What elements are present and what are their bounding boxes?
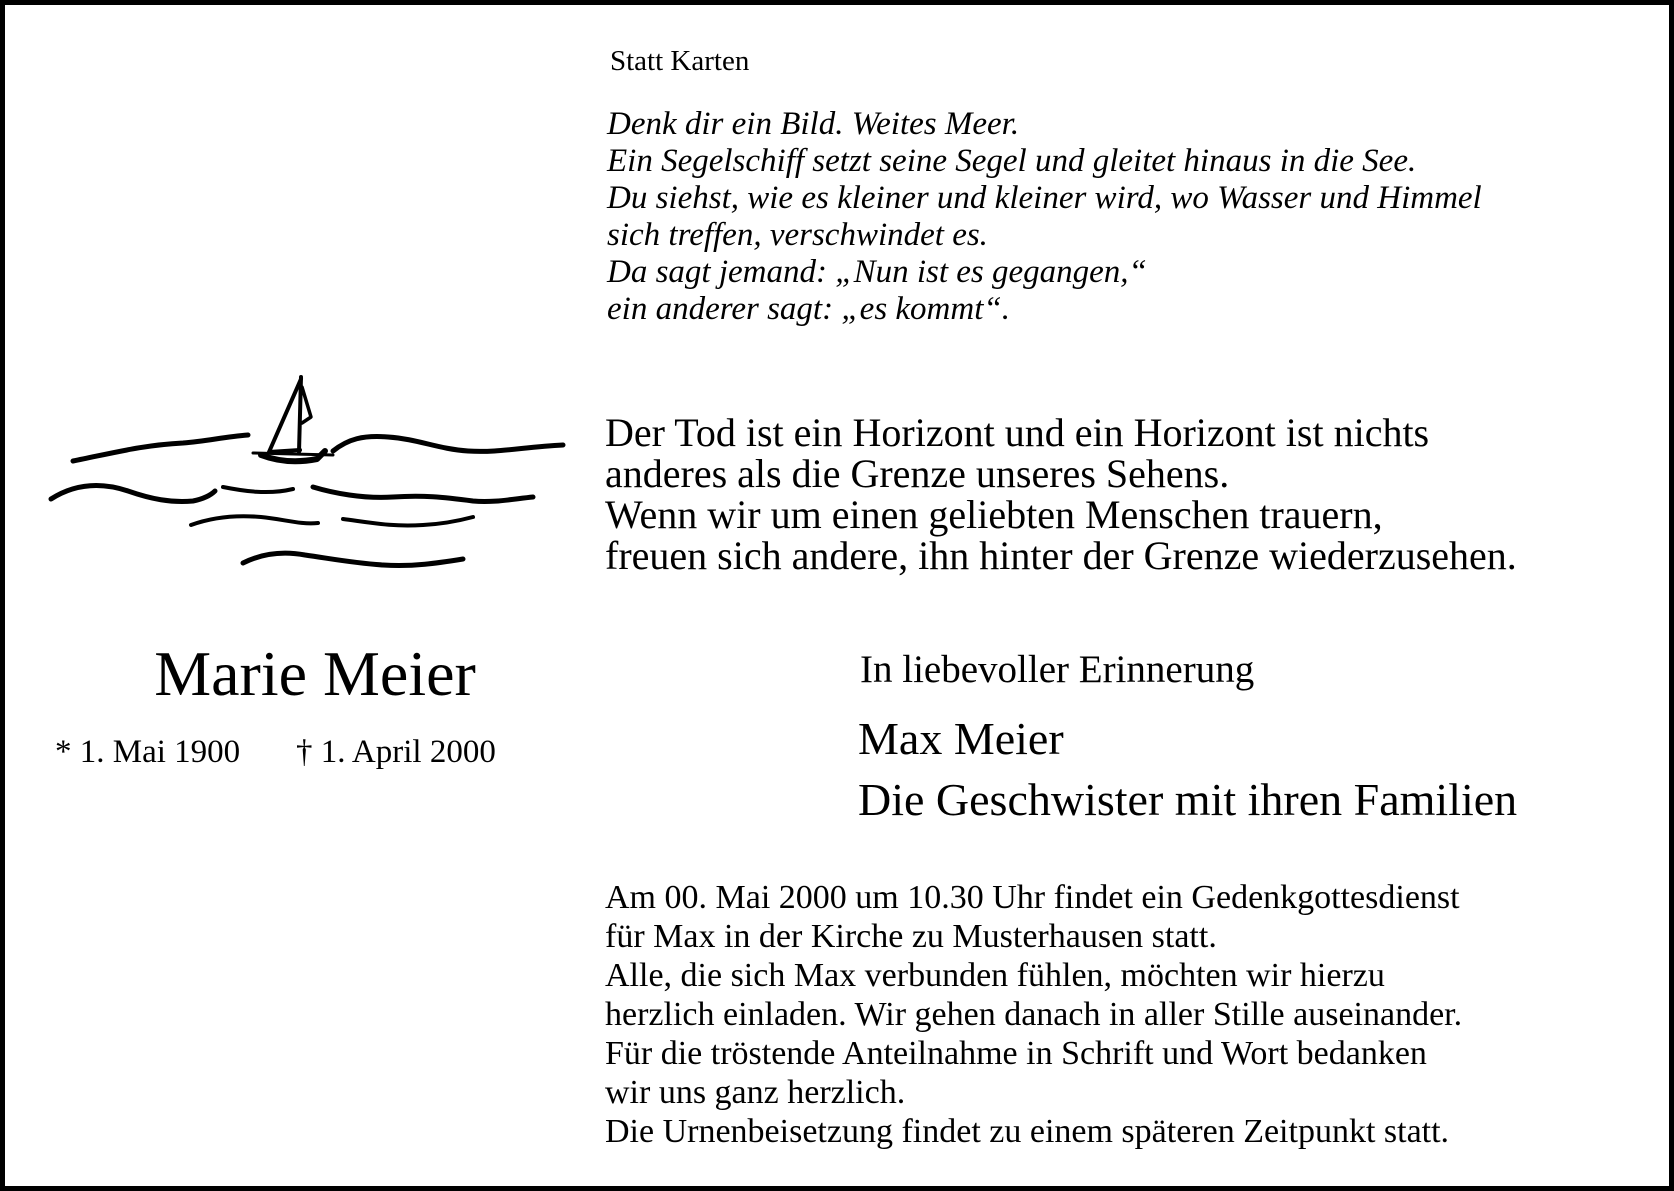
heading-statt-karten: Statt Karten (610, 45, 750, 77)
poem-line: Du siehst, wie es kleiner und kleiner wird, wo Wasser und Himmel (607, 180, 1482, 216)
info-line: Die Urnenbeisetzung findet zu einem späteren Zeitpunkt statt. (605, 1113, 1450, 1150)
info-line: für Max in der Kirche zu Musterhausen statt. (605, 918, 1217, 955)
memory-line: In liebevoller Erinnerung (860, 648, 1255, 691)
info-line: Am 00. Mai 2000 um 10.30 Uhr findet ein Gedenkgottesdienst (605, 879, 1460, 916)
quote-line: Der Tod ist ein Horizont und ein Horizont ist nichts (605, 410, 1430, 455)
poem-line: sich treffen, verschwindet es. (607, 217, 988, 253)
quote-line: anderes als die Grenze unseres Sehens. (605, 451, 1230, 496)
info-line: Alle, die sich Max verbunden fühlen, möchten wir hierzu (605, 957, 1385, 994)
mourner-name: Die Geschwister mit ihren Familien (858, 774, 1518, 825)
info-line: Für die tröstende Anteilnahme in Schrift und Wort bedanken (605, 1035, 1427, 1072)
poem-block (607, 106, 1482, 328)
birth-date: * 1. Mai 1900 (55, 734, 241, 770)
poem-line: Da sagt jemand: „Nun ist es gegangen,“ (607, 254, 1147, 290)
horizon-quote (605, 412, 1517, 576)
death-date: † 1. April 2000 (296, 734, 496, 770)
poem-line: Ein Segelschiff setzt seine Segel und gleitet hinaus in die See. (607, 143, 1417, 179)
mourner-name: Max Meier (858, 713, 1064, 764)
info-line: herzlich einladen. Wir gehen danach in aller Stille auseinander. (605, 996, 1463, 1033)
quote-line: freuen sich andere, ihn hinter der Grenze wiederzusehen. (605, 533, 1517, 578)
poem-line: ein anderer sagt: „es kommt“. (607, 291, 1010, 327)
service-info (605, 878, 1462, 1151)
sailboat-waves-icon (43, 367, 573, 597)
mourners-block (858, 708, 1517, 830)
quote-line: Wenn wir um einen geliebten Menschen trauern, (605, 492, 1383, 537)
deceased-name: Marie Meier (154, 638, 476, 709)
info-line: wir uns ganz herzlich. (605, 1074, 906, 1111)
poem-line: Denk dir ein Bild. Weites Meer. (607, 106, 1020, 142)
